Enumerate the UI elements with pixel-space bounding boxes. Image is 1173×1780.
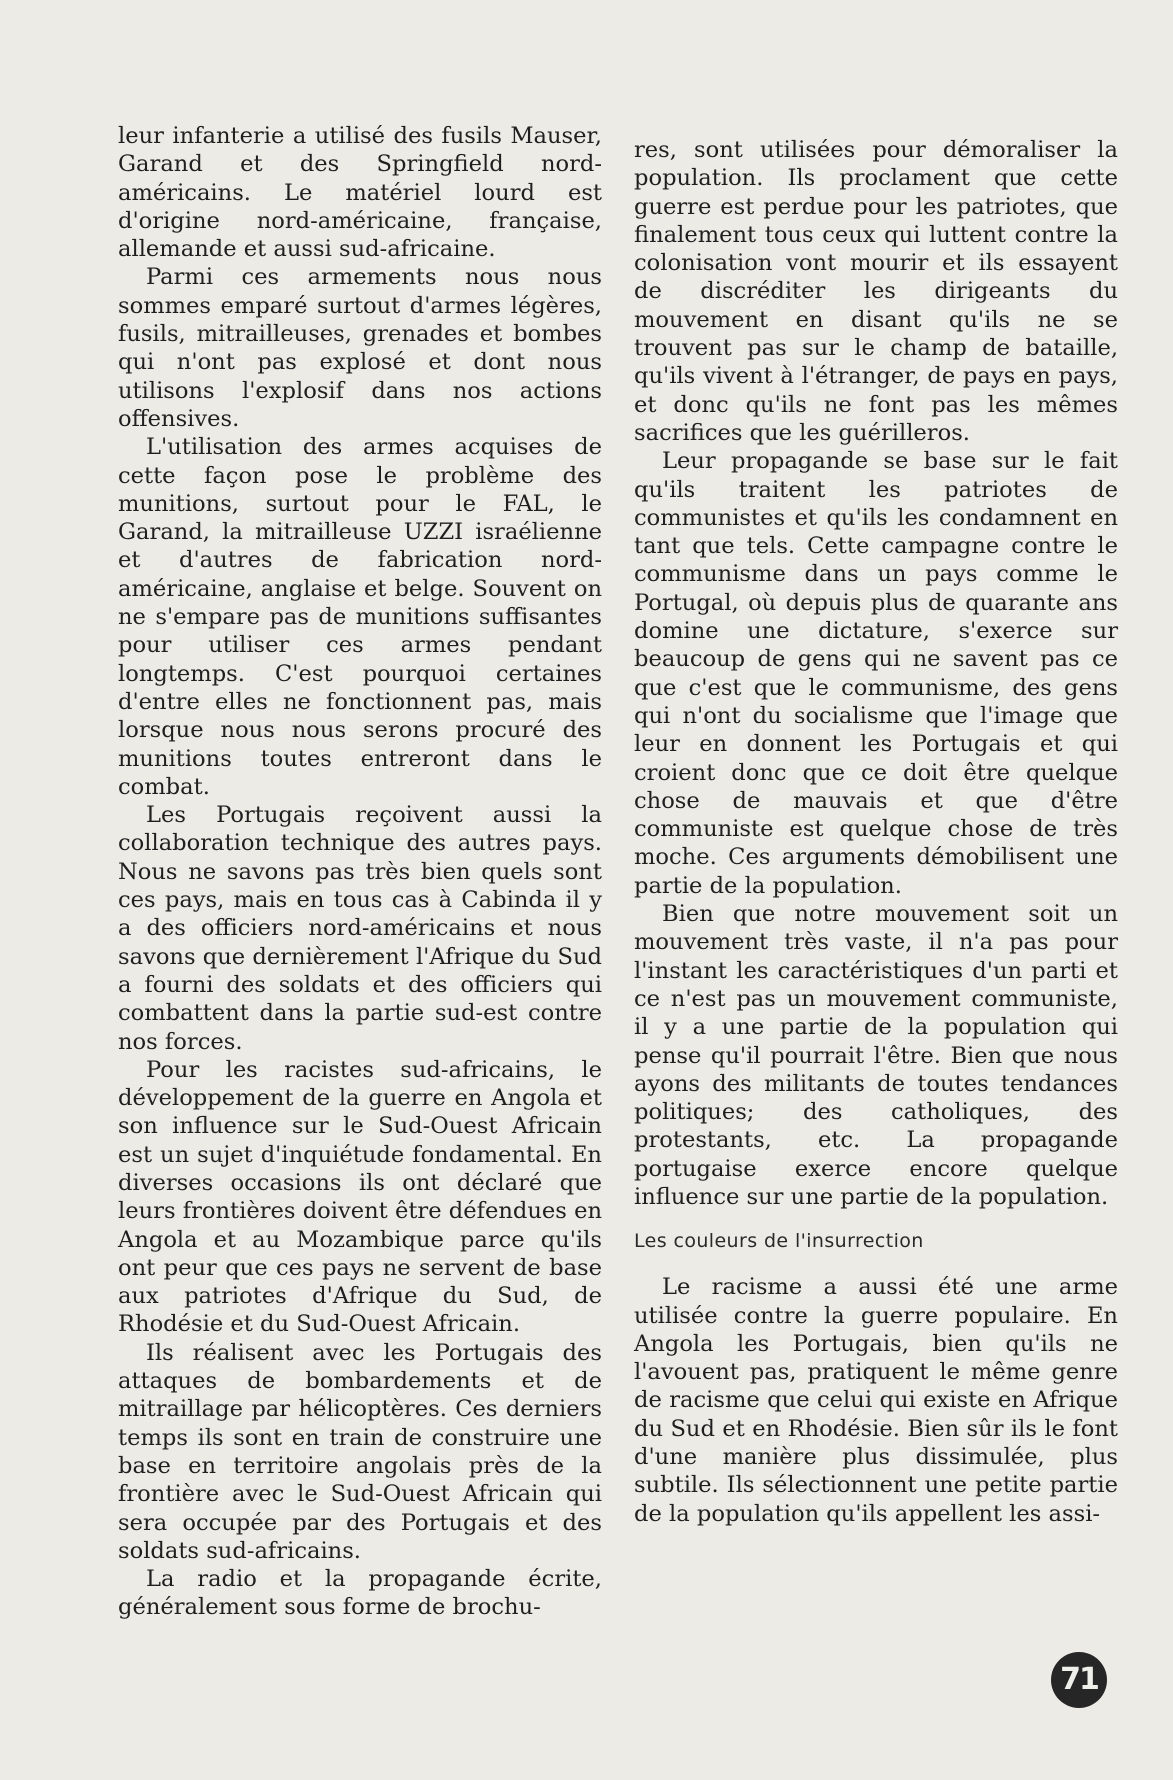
paragraph: Parmi ces armements nous nous sommes emparé surtout d'armes légères, fusils, mitrailleuses, grenades et bombes qui n'ont pas explosé et dont nous utilisons l'explosif dans nos actions offensives. — [118, 264, 602, 432]
paragraph: Ils réalisent avec les Portugais des attaques de bombardements et de mitraillage par hélicoptères. Ces derniers temps ils sont en train de construire une base en territoire angolais près de la frontière avec le Sud-Ouest Africain qui sera occupée par des Portugais et des soldats sud-africains. — [118, 1339, 602, 1564]
paragraph: Bien que notre mouvement soit un mouvement très vaste, il n'a pas pour l'instant les caractéristiques d'un parti et ce n'est pas un mouvement communiste, il y a une partie de la population qui pense qu'il pourrait l'être. Bien que nous ayons des militants de toutes tendances politiques; des catholiques, des protestants, etc. La propagande portugaise exerce encore quelque influence sur une partie de la population. — [634, 901, 1118, 1210]
right-column — [634, 136, 1118, 1528]
section-heading: Les couleurs de l'insurrection — [634, 1230, 924, 1253]
paragraph: res, sont utilisées pour démoraliser la population. Ils proclament que cette guerre est perdue pour les patriotes, que finalement tous ceux qui luttent contre la colonisation vont mourir et ils essayent de discréditer les dirigeants du mouvement en disant qu'ils ne se trouvent pas sur le champ de bataille, qu'ils vivent à l'étranger, de pays en pays, et donc qu'ils ne font pas les mêmes sacrifices que les guérilleros. — [634, 137, 1118, 446]
left-column — [118, 122, 602, 1622]
paragraph: Pour les racistes sud-africains, le développement de la guerre en Angola et son influence sur le Sud-Ouest Africain est un sujet d'inquiétude fondamental. En diverses occasions ils ont déclaré que leurs frontières doivent être défendues en Angola et au Mozambique parce qu'ils ont peur que ces pays ne servent de base aux patriotes d'Afrique du Sud, de Rhodésie et du Sud-Ouest Africain. — [118, 1056, 602, 1338]
paragraph: Les Portugais reçoivent aussi la collaboration technique des autres pays. Nous ne savons pas très bien quels sont ces pays, mais en tous cas à Cabinda il y a des officiers nord-américains et nous savons que dernièrement l'Afrique du Sud a fourni des soldats et des officiers qui combattent dans la partie sud-est contre nos forces. — [118, 802, 602, 1055]
paragraph: L'utilisation des armes acquises de cette façon pose le problème des munitions, surtout pour le FAL, le Garand, la mitrailleuse UZZI israélienne et d'autres de fabrication nord-américaine, anglaise et belge. Souvent on ne s'empare pas de munitions suffisantes pour utiliser ces armes pendant longtemps. C'est pourquoi certaines d'entre elles ne fonctionnent pas, mais lorsque nous nous serons procuré des munitions toutes entreront dans le combat. — [118, 434, 602, 800]
paragraph: Leur propagande se base sur le fait qu'ils traitent les patriotes de communistes et qu'ils les condamnent en tant que tels. Cette campagne contre le communisme dans un pays comme le Portugal, où depuis plus de quarante ans domine une dictature, s'exerce sur beaucoup de gens qui ne savent pas ce que c'est que le communisme, des gens qui n'ont du socialisme que l'image que leur en donnent les Portugais et qui croient donc que ce doit être quelque chose de mauvais et que d'être communiste est quelque chose de très moche. Ces arguments démobilisent une partie de la population. — [634, 448, 1118, 899]
page-number-badge: 71 — [1051, 1652, 1107, 1708]
paragraph: Le racisme a aussi été une arme utilisée contre la guerre populaire. En Angola les Portugais, bien qu'ils ne l'avouent pas, pratiquent le même genre de racisme que celui qui existe en Afrique du Sud et en Rhodésie. Bien sûr ils le font d'une manière plus dissimulée, plus subtile. Ils sélectionnent une petite partie de la population qu'ils appellent les assi- — [634, 1274, 1118, 1527]
paragraph: leur infanterie a utilisé des fusils Mauser, Garand et des Springfield nord-américains. Le matériel lourd est d'origine nord-américaine, française, allemande et aussi sud-africaine. — [118, 123, 602, 263]
paragraph: La radio et la propagande écrite, généralement sous forme de brochu- — [118, 1566, 602, 1621]
